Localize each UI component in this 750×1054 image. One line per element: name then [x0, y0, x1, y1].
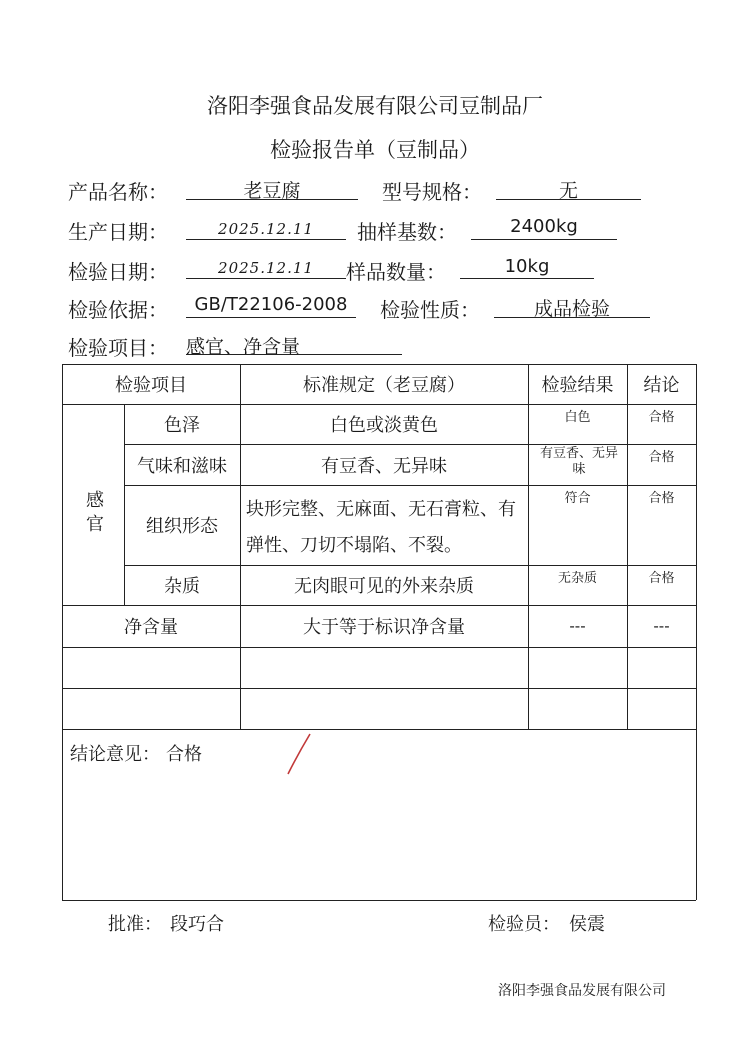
- header-standard: 标准规定（老豆腐）: [303, 375, 465, 396]
- basis-underline: [186, 317, 356, 318]
- model-label: 型号规格：: [382, 180, 482, 204]
- model-value: 无: [558, 180, 578, 202]
- basis-value: GB/T22106-2008: [194, 294, 348, 315]
- items-value: 感官、净含量: [186, 336, 301, 358]
- pen-mark: [280, 730, 320, 780]
- product-name-label: 产品名称：: [68, 180, 168, 204]
- header-result: 检验结果: [541, 375, 614, 396]
- table-row-standard: 有豆香、无异味: [321, 455, 447, 477]
- table-row-sub-item: 色泽: [164, 415, 200, 436]
- table-row-standard: 块形完整、无麻面、无石膏粒、有弹性、刀切不塌陷、不裂。: [246, 499, 516, 556]
- header-conclusion: 结论: [643, 375, 680, 396]
- sample-base-value: 2400kg: [510, 216, 578, 237]
- header-item: 检验项目: [115, 375, 187, 396]
- company-title: 洛阳李强食品发展有限公司豆制品厂: [207, 94, 543, 118]
- inspection-date-label: 检验日期：: [68, 260, 168, 284]
- basis-label: 检验依据：: [68, 298, 168, 322]
- net-content-standard: 大于等于标识净含量: [303, 617, 465, 638]
- net-content-conclusion: ---: [653, 617, 670, 635]
- items-underline: [186, 354, 402, 355]
- table-row-conclusion: 合格: [648, 491, 675, 506]
- table-row-result: 无杂质: [557, 571, 597, 586]
- approver-name: 段巧合: [170, 914, 224, 935]
- net-content-result: ---: [569, 617, 586, 635]
- inspector-name: 侯震: [569, 914, 605, 935]
- nature-value: 成品检验: [533, 298, 610, 320]
- opinion-label: 结论意见：: [70, 744, 160, 765]
- table-row-sub-item: 杂质: [164, 576, 200, 597]
- table-row-sub-item: 气味和滋味: [137, 455, 227, 477]
- table-row-result: 符合: [564, 491, 591, 506]
- inspection-date-value: 2025.12.11: [218, 259, 314, 277]
- table-row-sub-item: 组织形态: [146, 516, 218, 537]
- production-date-value: 2025.12.11: [218, 220, 314, 238]
- inspection-date-underline: [186, 278, 346, 279]
- sample-qty-underline: [460, 278, 594, 279]
- approver-label: 批准：: [108, 914, 162, 935]
- table-row-conclusion: 合格: [648, 571, 675, 586]
- sample-qty-label: 样品数量：: [346, 260, 446, 284]
- table-row-standard: 无肉眼可见的外来杂质: [294, 576, 474, 597]
- model-underline: [496, 199, 641, 200]
- sample-qty-value: 10kg: [504, 256, 550, 277]
- product-name-value: 老豆腐: [243, 180, 301, 202]
- table-row-result: 有豆香、无异味: [539, 446, 618, 477]
- nature-underline: [494, 317, 650, 318]
- table-row-result: 白色: [564, 410, 591, 425]
- opinion-value: 合格: [166, 744, 202, 765]
- production-date-label: 生产日期：: [68, 220, 168, 244]
- nature-label: 检验性质：: [380, 298, 480, 322]
- production-date-underline: [186, 239, 346, 240]
- sample-base-label: 抽样基数：: [357, 220, 457, 244]
- sample-base-underline: [471, 239, 617, 240]
- footer-company: 洛阳李强食品发展有限公司: [498, 983, 666, 999]
- report-title: 检验报告单（豆制品）: [270, 138, 480, 162]
- product-name-underline: [186, 199, 358, 200]
- inspector-label: 检验员：: [488, 914, 560, 935]
- table-row-standard: 白色或淡黄色: [330, 415, 438, 436]
- items-label: 检验项目：: [68, 336, 168, 360]
- table-row-conclusion: 合格: [648, 410, 675, 425]
- table-row-conclusion: 合格: [648, 450, 675, 465]
- net-content-item: 净含量: [124, 617, 178, 638]
- sensory-group-label: 感官: [86, 490, 104, 535]
